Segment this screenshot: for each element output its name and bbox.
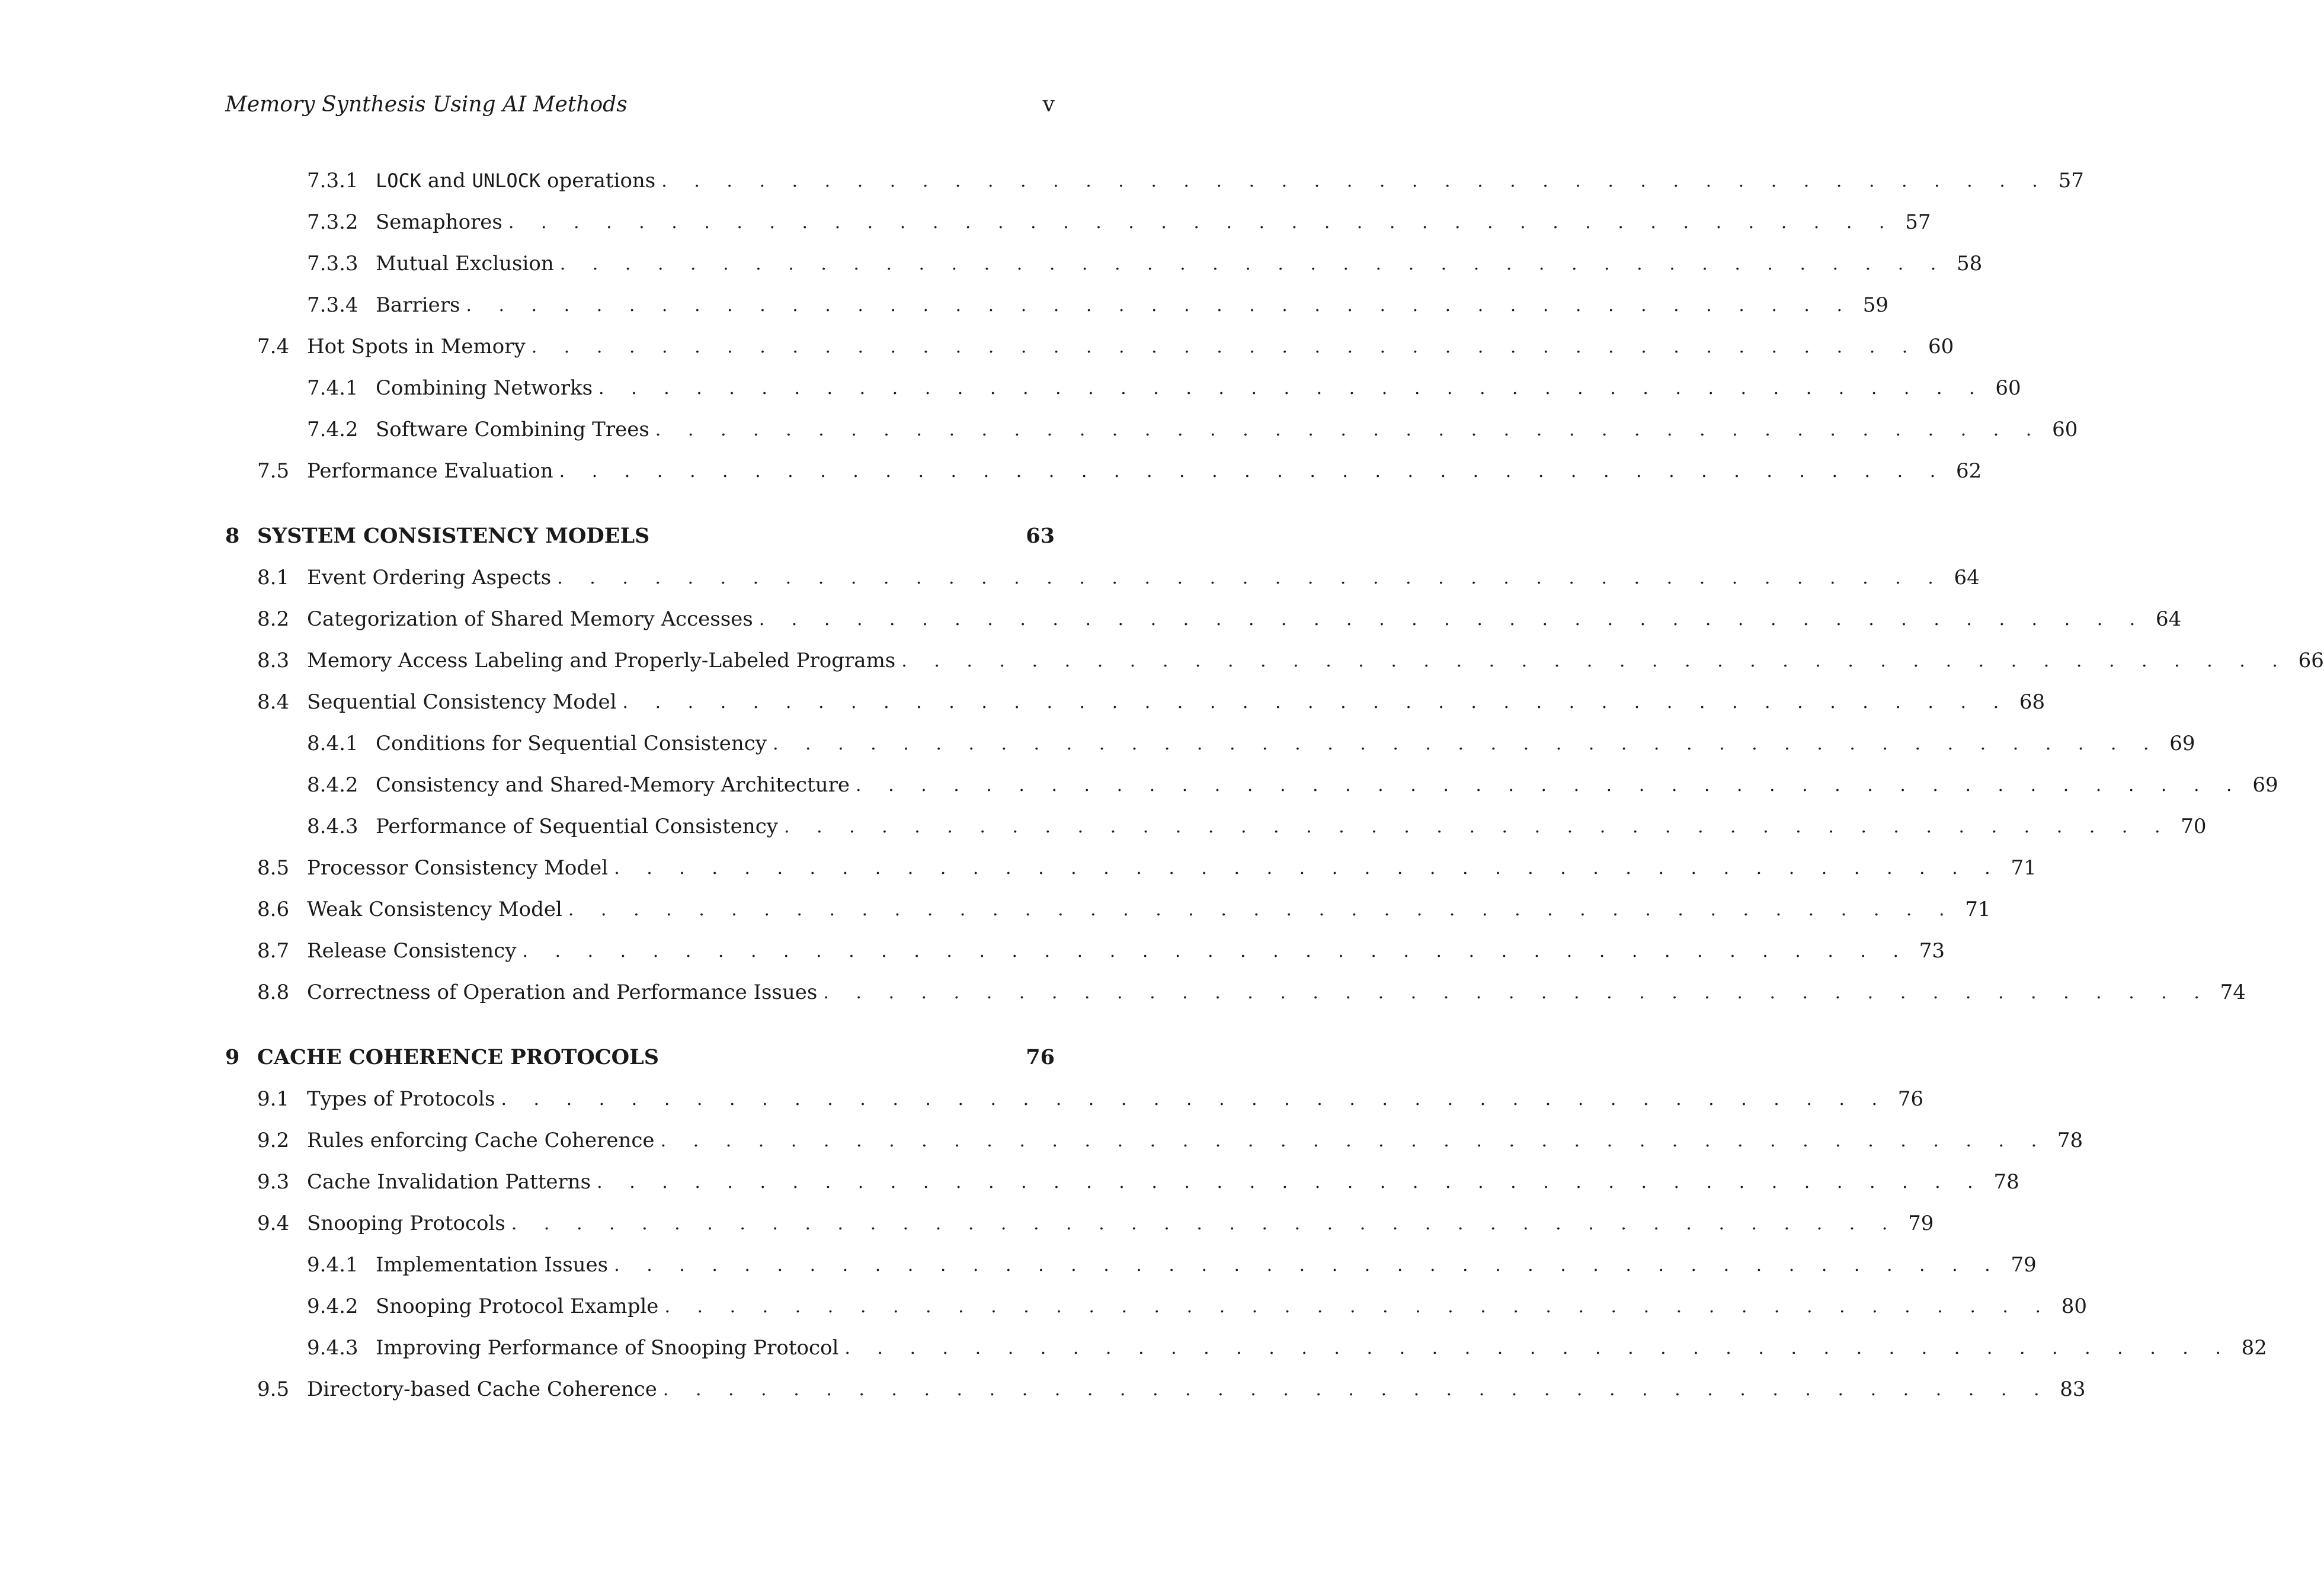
toc-chapter[interactable] (225, 1036, 1055, 1078)
entry-number: 7.4.1 (307, 376, 358, 400)
entry-number: 9.2 (257, 1129, 290, 1152)
entry-page: 69 (2169, 732, 2195, 755)
entry-page: 64 (2156, 607, 2182, 631)
entry-number: 7.3.2 (307, 210, 358, 234)
entry-title: Types of Protocols (307, 1087, 501, 1111)
dot-leader: . . . . . . . . . . . . . . . . . . . . . . . . . . . . . . . . . . . . . . . . . . . (568, 899, 1955, 920)
dot-leader: . . . . . . . . . . . . . . . . . . . . . . . . . . . . . . . . . . . . . . . . . . . (501, 1088, 1888, 1110)
entry-page: 79 (2011, 1253, 2037, 1277)
toc-entry[interactable] (225, 930, 1945, 972)
dot-leader: . . . . . . . . . . . . . . . . . . . . . . . . . . . . . . . . . . . . . . . . . . . (901, 650, 2288, 671)
dot-leader: . . . . . . . . . . . . . . . . . . . . . . . . . . . . . . . . . . . . . . . . . . . (559, 253, 1947, 274)
entry-title: Improving Performance of Snooping Protocol (376, 1336, 844, 1360)
entry-title: Snooping Protocol Example (376, 1295, 664, 1318)
toc-entry[interactable] (225, 1161, 2019, 1203)
entry-title: Cache Invalidation Patterns (307, 1170, 597, 1194)
entry-number: 7.5 (257, 459, 290, 483)
entry-page: 69 (2252, 773, 2278, 797)
dot-leader: . . . . . . . . . . . . . . . . . . . . . . . . . . . . . . . . . . . . . . . . . . . (598, 377, 1986, 399)
dot-leader: . . . . . . . . . . . . . . . . . . . . . . . . . . . . . . . . . . . . . . . . . . . (622, 691, 2010, 713)
dot-leader: . . . . . . . . . . . . . . . . . . . . . . . . . . . . . . . . . . . . . . . . . . . (856, 774, 2243, 796)
toc-entry[interactable] (225, 723, 2195, 764)
entry-page: 64 (1954, 566, 1980, 589)
dot-leader: . . . . . . . . . . . . . . . . . . . . . . . . . . . . . . . . . . . . . . . . . . . (557, 567, 1944, 588)
entry-number: 8.4.1 (307, 732, 358, 755)
dot-leader: . . . . . . . . . . . . . . . . . . . . . . . . . . . . . . . . . . . . . . . . . . . (783, 816, 2171, 837)
entry-title: Barriers (376, 293, 466, 317)
table-of-contents (225, 160, 2324, 1410)
entry-page: 79 (1908, 1212, 1934, 1235)
entry-title: Semaphores (376, 210, 508, 234)
entry-page: 60 (1928, 335, 1954, 358)
toc-entry[interactable] (225, 1120, 2083, 1161)
entry-number: 7.4 (257, 335, 290, 358)
entry-number: 8.8 (257, 981, 290, 1004)
entry-number: 9.5 (257, 1377, 290, 1401)
toc-entry[interactable] (225, 367, 2021, 409)
dot-leader: . . . . . . . . . . . . . . . . . . . . . . . . . . . . . . . . . . . . . . . . . . . (508, 212, 1896, 233)
entry-title: Processor Consistency Model (307, 856, 614, 880)
entry-page: 66 (2298, 649, 2324, 672)
entry-title: Directory-based Cache Coherence (307, 1377, 663, 1401)
toc-entry[interactable] (225, 764, 2278, 806)
chapter-number: 9 (225, 1044, 240, 1069)
entry-title: Memory Access Labeling and Properly-Labeled Programs (307, 649, 901, 672)
toc-entry[interactable] (225, 1327, 2267, 1369)
entry-page: 59 (1862, 293, 1889, 317)
chapter-title: CACHE COHERENCE PROTOCOLS (257, 1044, 660, 1069)
entry-title: Performance Evaluation (307, 459, 559, 483)
entry-page: 78 (1993, 1170, 2019, 1194)
entry-page: 71 (1965, 898, 1991, 921)
dot-leader: . . . . . . . . . . . . . . . . . . . . . . . . . . . . . . . . . . . . . . . . . . . (662, 1379, 2050, 1400)
dot-leader: . . . . . . . . . . . . . . . . . . . . . . . . . . . . . . . . . . . . . . . . . . . (772, 733, 2160, 754)
dot-leader: . . . . . . . . . . . . . . . . . . . . . . . . . . . . . . . . . . . . . . . . . . . (614, 857, 2001, 879)
toc-entry[interactable] (225, 847, 2037, 889)
entry-page: 57 (1905, 210, 1931, 234)
entry-number: 9.1 (257, 1087, 290, 1111)
toc-entry[interactable] (225, 1244, 2037, 1286)
entry-number: 8.3 (257, 649, 290, 672)
entry-title: Snooping Protocols (307, 1212, 511, 1235)
entry-title: Performance of Sequential Consistency (376, 815, 784, 838)
entry-page: 80 (2061, 1295, 2088, 1318)
entry-page: 70 (2181, 815, 2207, 838)
entry-title: Combining Networks (376, 376, 598, 400)
entry-title: Categorization of Shared Memory Accesses (307, 607, 759, 631)
entry-number: 8.4.2 (307, 773, 358, 797)
entry-page: 76 (1897, 1087, 1924, 1111)
dot-leader: . . . . . . . . . . . . . . . . . . . . . . . . . . . . . . . . . . . . . . . . . . . (655, 419, 2043, 440)
toc-entry[interactable] (225, 243, 1983, 284)
entry-number: 7.3.3 (307, 252, 358, 275)
entry-title: Software Combining Trees (376, 418, 655, 441)
toc-entry[interactable] (225, 160, 2084, 201)
entry-number: 8.5 (257, 856, 290, 880)
toc-entry[interactable] (225, 806, 2207, 847)
dot-leader: . . . . . . . . . . . . . . . . . . . . . . . . . . . . . . . . . . . . . . . . . . . (597, 1171, 1984, 1193)
toc-entry[interactable] (225, 201, 1931, 243)
entry-page: 58 (1957, 252, 1983, 275)
toc-entry[interactable] (225, 1203, 1934, 1244)
toc-entry[interactable] (225, 284, 1889, 326)
entry-page: 83 (2060, 1377, 2086, 1401)
entry-page: 71 (2011, 856, 2037, 880)
toc-chapter[interactable] (225, 514, 1055, 557)
dot-leader: . . . . . . . . . . . . . . . . . . . . . . . . . . . . . . . . . . . . . . . . . . . (844, 1337, 2232, 1358)
entry-page: 60 (1995, 376, 2021, 400)
dot-leader: . . . . . . . . . . . . . . . . . . . . . . . . . . . . . . . . . . . . . . . . . . . (664, 1296, 2052, 1317)
entry-number: 7.3.1 (307, 169, 358, 193)
entry-title: Weak Consistency Model (307, 898, 568, 921)
toc-entry[interactable] (225, 972, 2246, 1013)
dot-leader: . . . . . . . . . . . . . . . . . . . . . . . . . . . . . . . . . . . . . . . . . . . (823, 982, 2210, 1003)
dot-leader: . . . . . . . . . . . . . . . . . . . . . . . . . . . . . . . . . . . . . . . . . . . (758, 608, 2146, 630)
entry-title: Consistency and Shared-Memory Architecture (376, 773, 856, 797)
entry-number: 9.3 (257, 1170, 290, 1194)
dot-leader: . . . . . . . . . . . . . . . . . . . . . . . . . . . . . . . . . . . . . . . . . . . (522, 940, 1910, 962)
entry-page: 57 (2058, 169, 2084, 193)
dot-leader: . . . . . . . . . . . . . . . . . . . . . . . . . . . . . . . . . . . . . . . . . . . (531, 336, 1919, 357)
entry-title: Conditions for Sequential Consistency (376, 732, 773, 755)
entry-number: 8.6 (257, 898, 290, 921)
chapter-page: 76 (1026, 1044, 1055, 1069)
entry-title: Release Consistency (307, 939, 522, 963)
entry-title: Correctness of Operation and Performance Issues (307, 981, 823, 1004)
entry-page: 62 (1955, 459, 1982, 483)
entry-number: 8.1 (257, 566, 290, 589)
entry-title: Sequential Consistency Model (307, 690, 623, 714)
running-title: Memory Synthesis Using AI Methods (225, 92, 628, 117)
toc-entry[interactable] (225, 598, 2182, 640)
page-number: v (1042, 92, 1055, 117)
toc-entry[interactable] (225, 409, 2078, 450)
chapter-title: SYSTEM CONSISTENCY MODELS (257, 523, 650, 548)
entry-number: 8.7 (257, 939, 290, 963)
toc-entry[interactable] (225, 640, 2324, 681)
chapter-number: 8 (225, 523, 240, 548)
entry-page: 74 (2220, 981, 2246, 1004)
entry-number: 8.4 (257, 690, 290, 714)
entry-number: 9.4.2 (307, 1295, 358, 1318)
entry-page: 68 (2019, 690, 2045, 714)
entry-number: 9.4.1 (307, 1253, 358, 1277)
running-header (225, 92, 1055, 117)
dot-leader: . . . . . . . . . . . . . . . . . . . . . . . . . . . . . . . . . . . . . . . . . . . (511, 1213, 1899, 1234)
entry-number: 9.4 (257, 1212, 290, 1235)
toc-entry[interactable] (225, 1286, 2088, 1327)
entry-title: Event Ordering Aspects (307, 566, 557, 589)
toc-entry[interactable] (225, 1369, 2086, 1410)
entry-number: 8.4.3 (307, 815, 358, 838)
entry-page: 78 (2057, 1129, 2083, 1152)
dot-leader: . . . . . . . . . . . . . . . . . . . . . . . . . . . . . . . . . . . . . . . . . . . (559, 460, 1947, 482)
toc-entry[interactable] (225, 889, 1991, 930)
chapter-page: 63 (1026, 523, 1055, 548)
entry-title: Rules enforcing Cache Coherence (307, 1129, 661, 1152)
entry-title: Mutual Exclusion (376, 252, 560, 275)
toc-entry[interactable] (225, 1078, 1924, 1120)
entry-title: Hot Spots in Memory (307, 335, 532, 358)
entry-title: Implementation Issues (376, 1253, 614, 1277)
entry-page: 82 (2241, 1336, 2267, 1360)
entry-number: 7.4.2 (307, 418, 358, 441)
entry-number: 8.2 (257, 607, 290, 631)
toc-entry[interactable] (225, 326, 1954, 367)
entry-number: 9.4.3 (307, 1336, 358, 1360)
toc-entry[interactable] (225, 450, 1982, 492)
entry-number: 7.3.4 (307, 293, 358, 317)
dot-leader: . . . . . . . . . . . . . . . . . . . . . . . . . . . . . . . . . . . . . . . . . . . (661, 170, 2048, 191)
dot-leader: . . . . . . . . . . . . . . . . . . . . . . . . . . . . . . . . . . . . . . . . . . . (614, 1254, 2001, 1276)
entry-page: 73 (1919, 939, 1945, 963)
toc-entry[interactable] (225, 557, 1980, 598)
dot-leader: . . . . . . . . . . . . . . . . . . . . . . . . . . . . . . . . . . . . . . . . . . . (660, 1130, 2048, 1151)
entry-title: LOCK and UNLOCK operations (376, 169, 661, 193)
toc-entry[interactable] (225, 681, 2045, 723)
entry-page: 60 (2052, 418, 2078, 441)
dot-leader: . . . . . . . . . . . . . . . . . . . . . . . . . . . . . . . . . . . . . . . . . . . (466, 294, 1854, 316)
